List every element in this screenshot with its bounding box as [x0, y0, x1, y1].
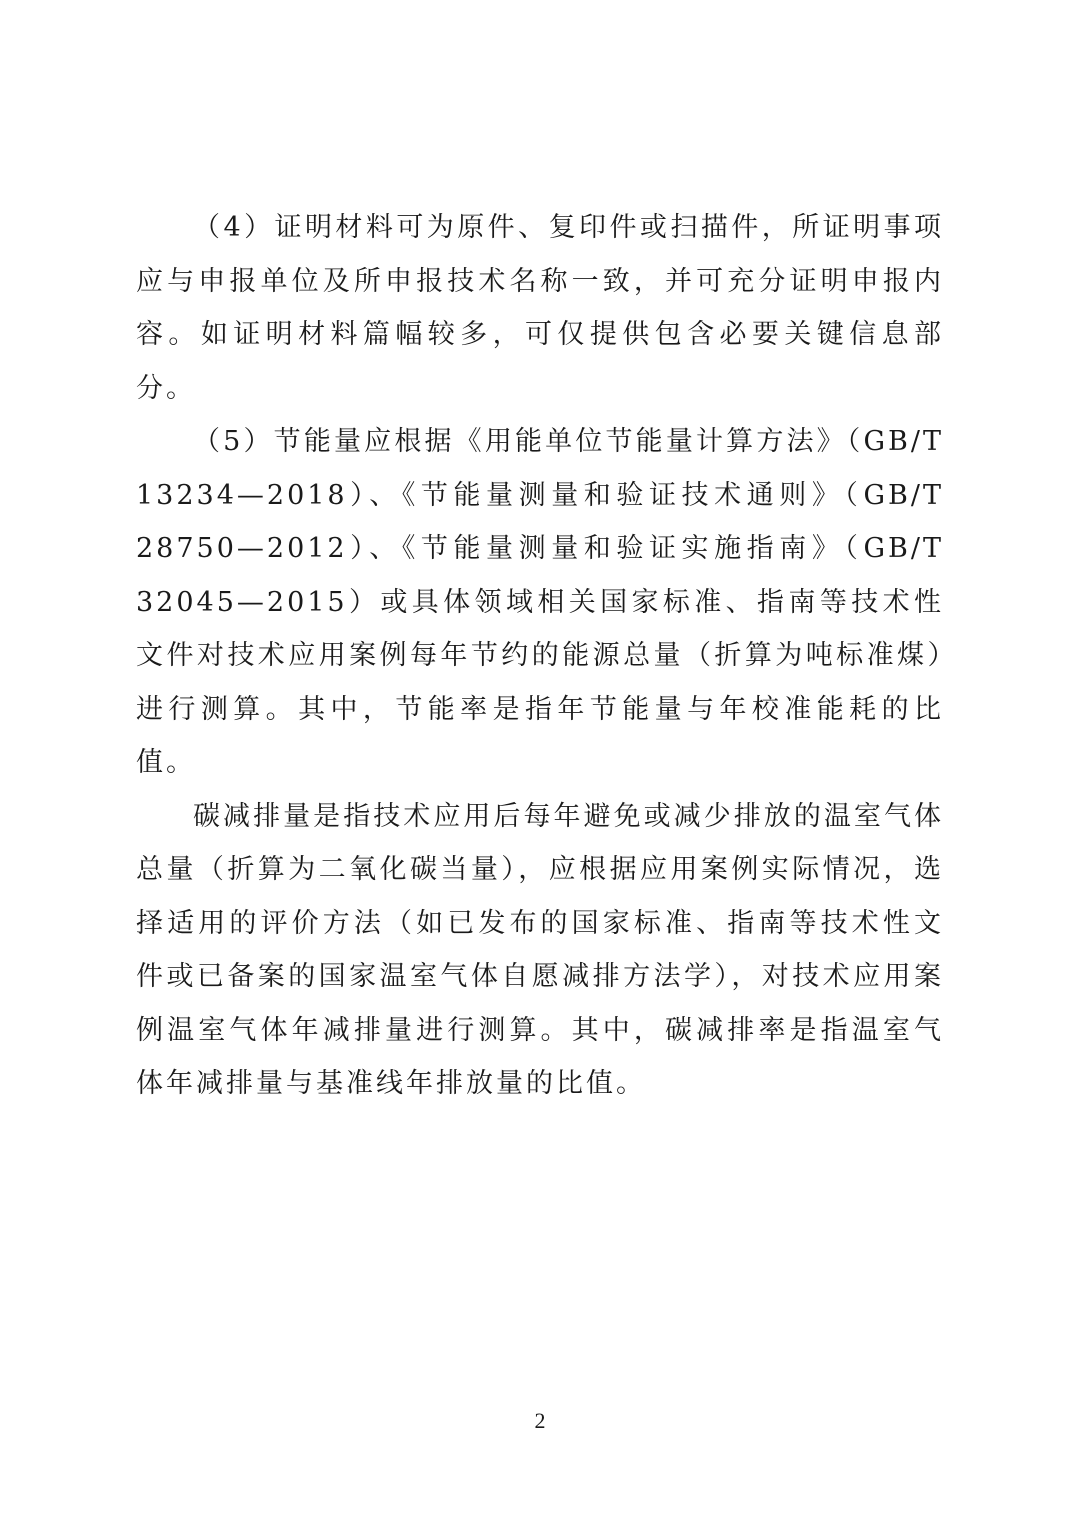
page-number: 2: [534, 1408, 546, 1433]
paragraph-evidence-materials: （4）证明材料可为原件、复印件或扫描件，所证明事项应与申报单位及所申报技术名称一致，并可充分证明申报内容。如证明材料篇幅较多，可仅提供包含必要关键信息部分。: [136, 212, 944, 404]
paragraph-energy-savings: （5）节能量应根据《用能单位节能量计算方法》（GB/T 13234—2018）、《节能量测量和验证技术通则》（GB/T 28750—2012）、《节能量测量和验证实施指南》（GB/T 32045—2015）或具体领域相关国家标准、指南等技术性文件对技术应用案例每年节约的能源总量（折算为吨标准煤）进行测算。其中，节能率是指年节能量与年校准能耗的比值。: [136, 426, 944, 778]
document-body: [136, 201, 944, 1111]
paragraph-carbon-reduction: 碳减排量是指技术应用后每年避免或减少排放的温室气体总量（折算为二氧化碳当量），应根据应用案例实际情况，选择适用的评价方法（如已发布的国家标准、指南等技术性文件或已备案的国家温室气体自愿减排方法学），对技术应用案例温室气体年减排量进行测算。其中，碳减排率是指温室气体年减排量与基准线年排放量的比值。: [136, 800, 944, 1099]
